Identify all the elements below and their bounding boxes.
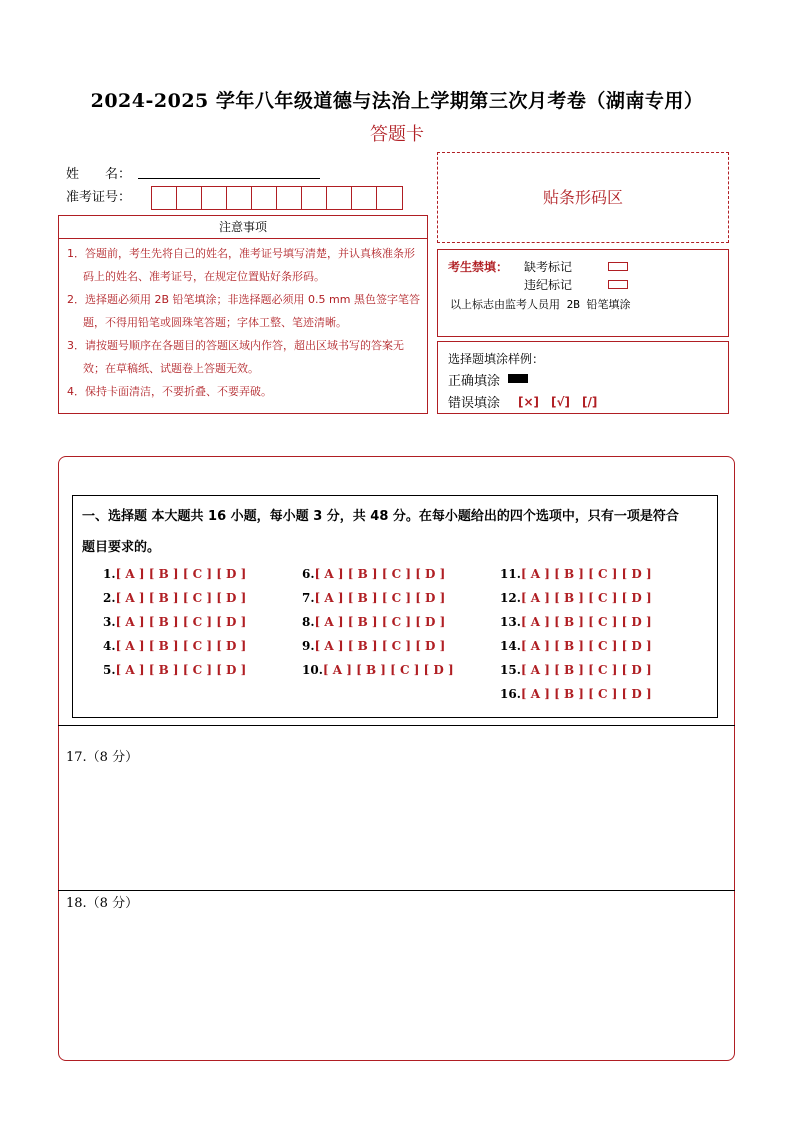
notice-title: 注意事项: [59, 216, 427, 239]
q17-label: 17.（8 分）: [66, 750, 139, 765]
notice-item: 4．保持卡面清洁，不要折叠、不要弄破。: [67, 385, 272, 398]
violation-label: 违纪标记: [524, 278, 573, 292]
question-12[interactable]: 12.[ A ] [ B ] [ C ] [ D ]: [500, 591, 652, 605]
question-2[interactable]: 2.[ A ] [ B ] [ C ] [ D ]: [103, 591, 247, 605]
section-title-line1: 一、选择题 本大题共 16 小题，每小题 3 分，共 48 分。在每小题给出的四个选项中，只有一项是符合: [82, 509, 679, 524]
question-4[interactable]: 4.[ A ] [ B ] [ C ] [ D ]: [103, 639, 247, 653]
id-digit-box[interactable]: [227, 187, 252, 209]
notice-item: 3．请按题号顺序在各题目的答题区域内作答，超出区域书写的答案无效；在草稿纸、试题卷上答题无效。: [67, 339, 404, 375]
question-3[interactable]: 3.[ A ] [ B ] [ C ] [ D ]: [103, 615, 247, 629]
question-10[interactable]: 10.[ A ] [ B ] [ C ] [ D ]: [302, 663, 454, 677]
q17-answer-area[interactable]: [66, 770, 726, 885]
id-digit-box[interactable]: [202, 187, 227, 209]
question-9[interactable]: 9.[ A ] [ B ] [ C ] [ D ]: [302, 639, 446, 653]
question-14[interactable]: 14.[ A ] [ B ] [ C ] [ D ]: [500, 639, 652, 653]
id-digit-box[interactable]: [377, 187, 402, 209]
absent-label: 缺考标记: [524, 260, 573, 274]
id-digit-box[interactable]: [302, 187, 327, 209]
question-15[interactable]: 15.[ A ] [ B ] [ C ] [ D ]: [500, 663, 652, 677]
exam-id-boxes[interactable]: [151, 186, 403, 210]
id-digit-box[interactable]: [327, 187, 352, 209]
wrong-label: 错误填涂: [448, 396, 501, 411]
notice-item: 2．选择题必须用 2B 铅笔填涂；非选择题必须用 0.5 mm 黑色签字笔答题，不得用铅笔或圆珠笔答题；字体工整、笔迹清晰。: [67, 293, 420, 329]
id-digit-box[interactable]: [152, 187, 177, 209]
question-7[interactable]: 7.[ A ] [ B ] [ C ] [ D ]: [302, 591, 446, 605]
id-digit-box[interactable]: [177, 187, 202, 209]
q18-answer-area[interactable]: [66, 915, 726, 1055]
id-digit-box[interactable]: [252, 187, 277, 209]
barcode-label: 贴条形码区: [542, 188, 623, 207]
id-label: 准考证号：: [66, 190, 132, 205]
wrong-marks: [×] [√] [/]: [518, 395, 598, 409]
divider: [58, 725, 735, 726]
question-11[interactable]: 11.[ A ] [ B ] [ C ] [ D ]: [500, 567, 652, 581]
question-5[interactable]: 5.[ A ] [ B ] [ C ] [ D ]: [103, 663, 247, 677]
section-title-line2: 题目要求的。: [82, 540, 161, 555]
notice-item: 1．答题前，考生先将自己的姓名，准考证号填写清楚，并认真核准条形码上的姓名、准考证号，在规定位置贴好条形码。: [67, 247, 415, 283]
id-digit-box[interactable]: [277, 187, 302, 209]
forbidden-label: 考生禁填：: [448, 260, 509, 274]
sample-title: 选择题填涂样例：: [448, 352, 545, 366]
question-16[interactable]: 16.[ A ] [ B ] [ C ] [ D ]: [500, 687, 652, 701]
correct-label: 正确填涂: [448, 374, 501, 389]
id-digit-box[interactable]: [352, 187, 377, 209]
page-title: 2024-2025 学年八年级道德与法治上学期第三次月考卷（湖南专用）: [90, 90, 704, 112]
page-subtitle: 答题卡: [370, 124, 424, 145]
forbidden-note: 以上标志由监考人员用 2B 铅笔填涂: [450, 298, 631, 311]
question-1[interactable]: 1.[ A ] [ B ] [ C ] [ D ]: [103, 567, 247, 581]
divider: [58, 890, 735, 891]
filled-mark-sample: [508, 374, 528, 383]
question-6[interactable]: 6.[ A ] [ B ] [ C ] [ D ]: [302, 567, 446, 581]
violation-mark-box[interactable]: [608, 280, 628, 289]
name-label: 姓 名：: [66, 167, 132, 182]
barcode-area: [437, 152, 729, 243]
absent-mark-box[interactable]: [608, 262, 628, 271]
q18-label: 18.（8 分）: [66, 896, 139, 911]
choice-section: [72, 495, 718, 718]
question-8[interactable]: 8.[ A ] [ B ] [ C ] [ D ]: [302, 615, 446, 629]
question-13[interactable]: 13.[ A ] [ B ] [ C ] [ D ]: [500, 615, 652, 629]
notice-box: [58, 215, 428, 414]
sample-box: [437, 341, 729, 414]
forbidden-box: [437, 249, 729, 337]
name-field[interactable]: [138, 178, 320, 179]
